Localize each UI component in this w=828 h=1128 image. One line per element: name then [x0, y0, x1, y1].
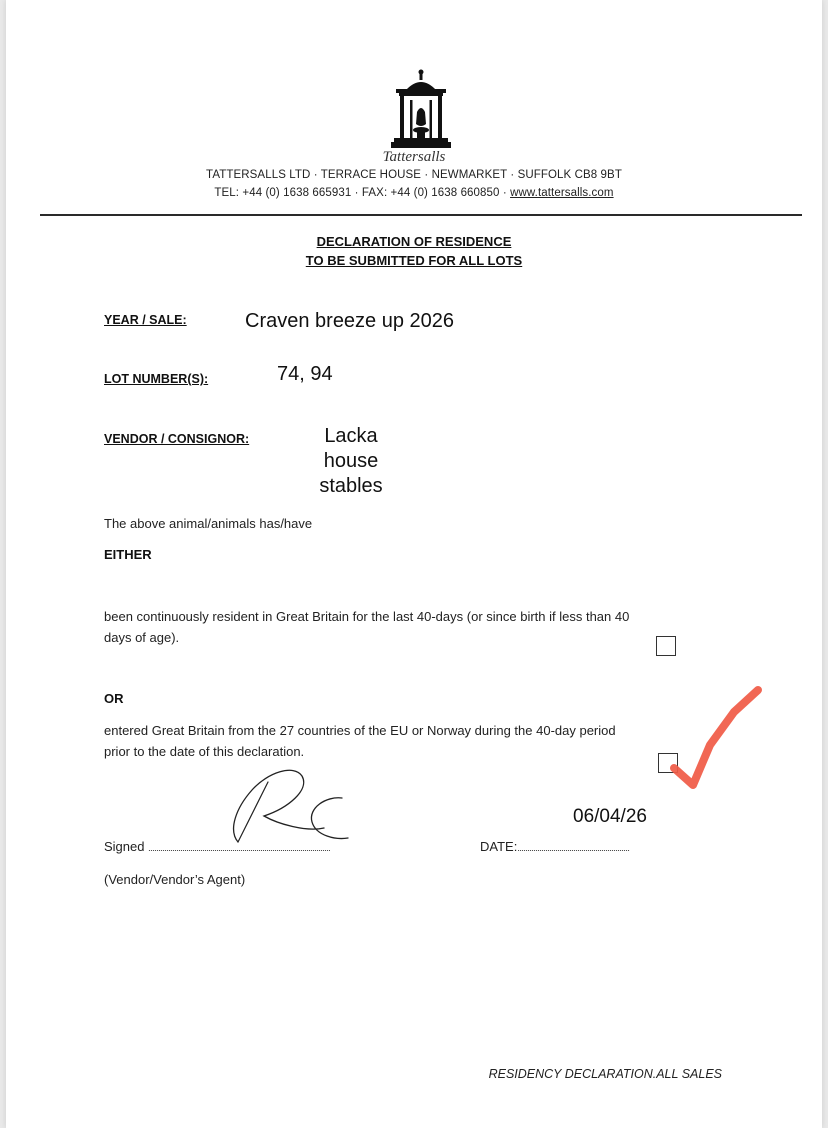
footer-text: RESIDENCY DECLARATION.ALL SALES: [488, 1067, 722, 1081]
contact-numbers: TEL: +44 (0) 1638 665931 · FAX: +44 (0) 1638 660850 ·: [214, 187, 511, 199]
signed-label: Signed: [104, 839, 149, 854]
signed-line: [104, 836, 330, 859]
vendor-label: VENDOR / CONSIGNOR:: [104, 432, 250, 446]
date-value[interactable]: 06/04/26: [573, 806, 647, 827]
date-dots: ........................................................: [517, 843, 630, 853]
vendor-value-line: stables: [319, 475, 383, 497]
tattersalls-logo-icon: [390, 68, 452, 150]
company-address: TATTERSALLS LTD · TERRACE HOUSE · NEWMARKET · SUFFOLK CB8 9BT: [206, 169, 622, 181]
or-label: OR: [104, 691, 124, 706]
lot-numbers-value[interactable]: 74, 94: [277, 363, 333, 385]
option1-line1: been continuously resident in Great Britain for the last 40-days (or since birth if less than 40: [104, 609, 630, 624]
year-sale-label: YEAR / SALE:: [104, 313, 187, 327]
option2-line1: entered Great Britain from the 27 countries of the EU or Norway during the 40-day period: [104, 723, 616, 738]
document-subtitle: TO BE SUBMITTED FOR ALL LOTS: [305, 253, 523, 268]
company-contact: [6, 187, 822, 199]
header-divider: [40, 214, 802, 216]
brand-name: Tattersalls: [382, 149, 446, 165]
website-link[interactable]: www.tattersalls.com: [510, 187, 614, 199]
document-title: DECLARATION OF RESIDENCE: [316, 234, 512, 249]
intro-text: The above animal/animals has/have: [104, 516, 313, 531]
either-label: EITHER: [104, 547, 152, 562]
date-label: DATE:: [480, 839, 518, 854]
option1-checkbox[interactable]: [656, 636, 676, 656]
year-sale-value[interactable]: Craven breeze up 2026: [245, 310, 455, 332]
date-line: [480, 836, 629, 859]
lot-numbers-label: LOT NUMBER(S):: [104, 372, 209, 386]
vendor-value-line: Lacka: [324, 425, 378, 447]
vendor-value-line: house: [323, 450, 379, 472]
option2-line2: prior to the date of this declaration.: [104, 744, 305, 759]
document-page: [6, 0, 822, 1128]
option1-line2: days of age).: [104, 630, 180, 645]
signed-dots: ...........................................................................................: [148, 843, 331, 853]
vendor-value[interactable]: [316, 424, 386, 499]
role-label: (Vendor/Vendor’s Agent): [104, 872, 246, 887]
option2-checkbox[interactable]: [658, 753, 678, 773]
